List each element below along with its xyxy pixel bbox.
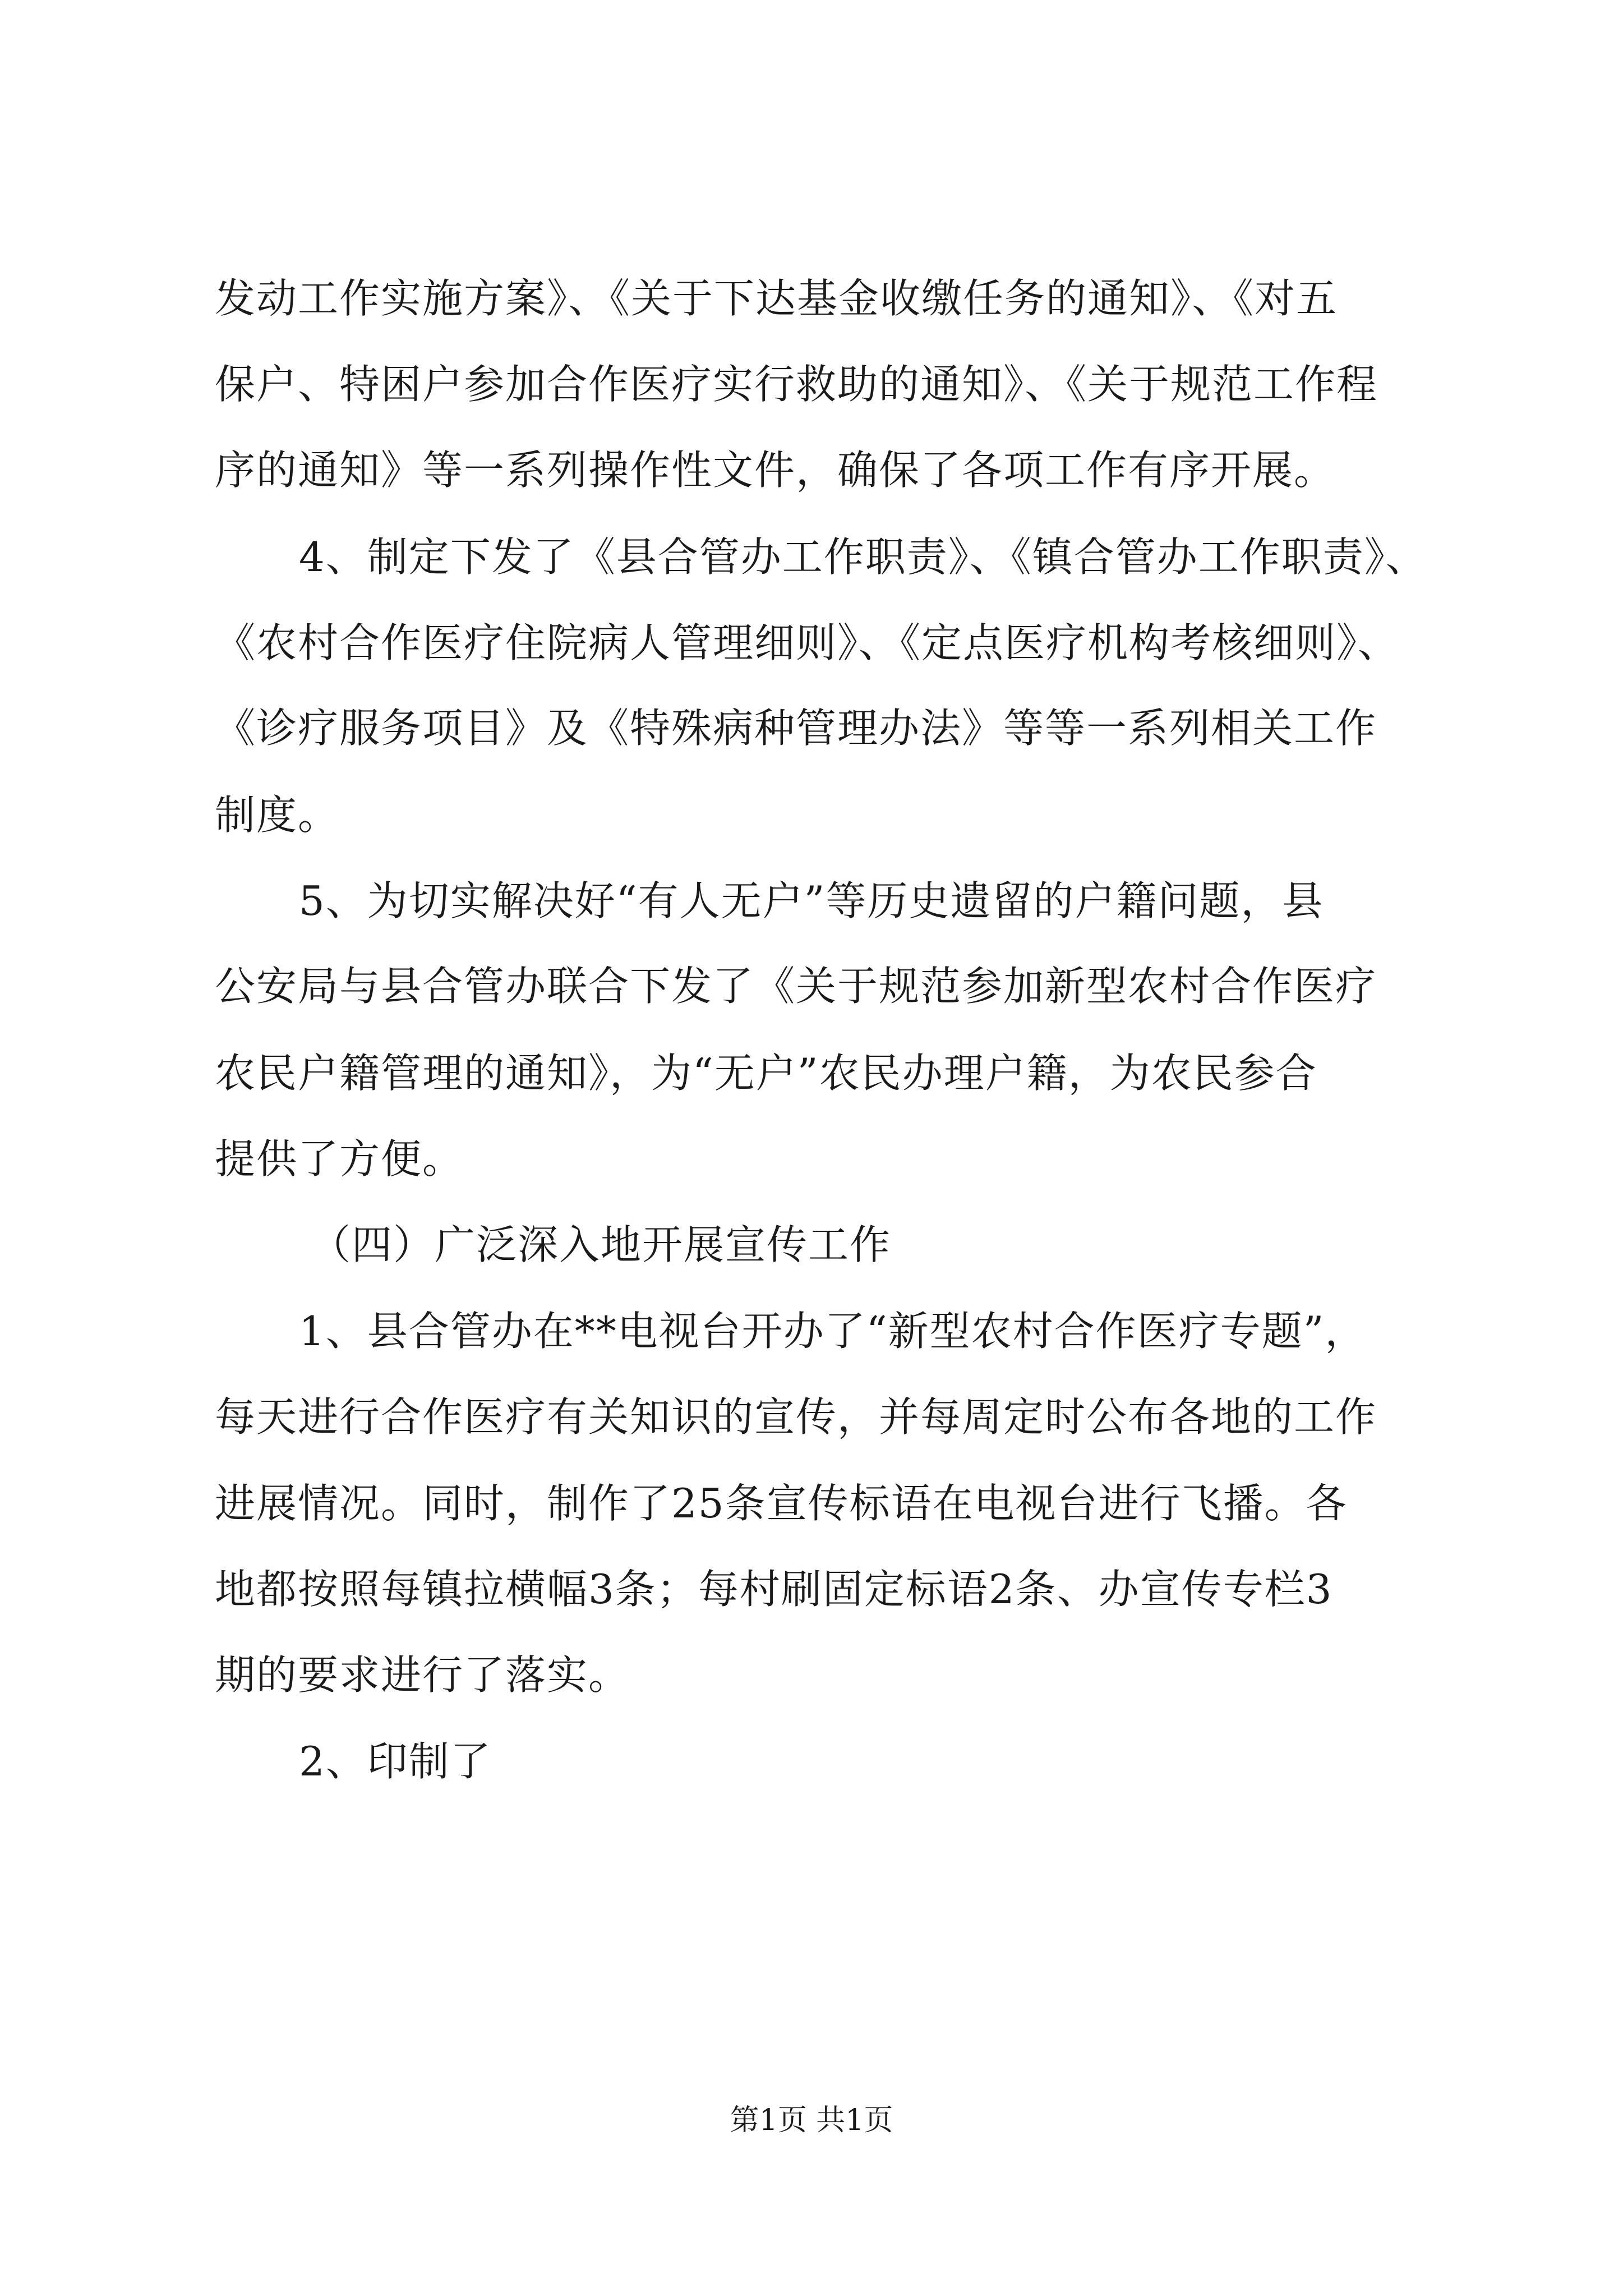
body-line-5: 《农村合作医疗住院病人管理细则》、《定点医疗机构考核细则》、 (215, 619, 1400, 666)
body-line-16: 地都按照每镇拉横幅3条；每村刷固定标语2条、办宣传专栏3 (215, 1566, 1333, 1613)
page-footer: 第1页 共1页 (730, 2104, 893, 2137)
body-line-7: 制度。 (215, 792, 340, 839)
body-line-2: 保户、特困户参加合作医疗实行救助的通知》、《关于规范工作程 (215, 361, 1378, 408)
body-line-8: 5、为切实解决好“有人无户”等历史遗留的户籍问题，县 (299, 877, 1324, 924)
body-line-13: 1、县合管办在**电视台开办了“新型农村合作医疗专题”， (299, 1308, 1367, 1355)
body-line-4: 4、制定下发了《县合管办工作职责》、《镇合管办工作职责》、 (299, 533, 1427, 581)
body-line-6: 《诊疗服务项目》及《特殊病种管理办法》等等一系列相关工作 (215, 705, 1377, 752)
body-line-10: 农民户籍管理的通知》，为“无户”农民办理户籍，为农民参合 (215, 1050, 1317, 1097)
body-line-18: 2、印制了 (299, 1738, 492, 1785)
body-line-11: 提供了方便。 (215, 1135, 464, 1182)
body-line-17: 期的要求进行了落实。 (215, 1651, 630, 1699)
body-line-15: 进展情况。同时，制作了25条宣传标语在电视台进行飞播。各 (215, 1480, 1348, 1527)
body-line-3: 序的通知》等一系列操作性文件，确保了各项工作有序开展。 (215, 447, 1336, 494)
section-heading: （四）广泛深入地开展宣传工作 (310, 1221, 892, 1268)
body-line-14: 每天进行合作医疗有关知识的宣传，并每周定时公布各地的工作 (215, 1393, 1377, 1441)
body-line-1: 发动工作实施方案》、《关于下达基金收缴任务的通知》、《对五 (215, 275, 1338, 322)
body-line-9: 公安局与县合管办联合下发了《关于规范参加新型农村合作医疗 (215, 963, 1377, 1010)
